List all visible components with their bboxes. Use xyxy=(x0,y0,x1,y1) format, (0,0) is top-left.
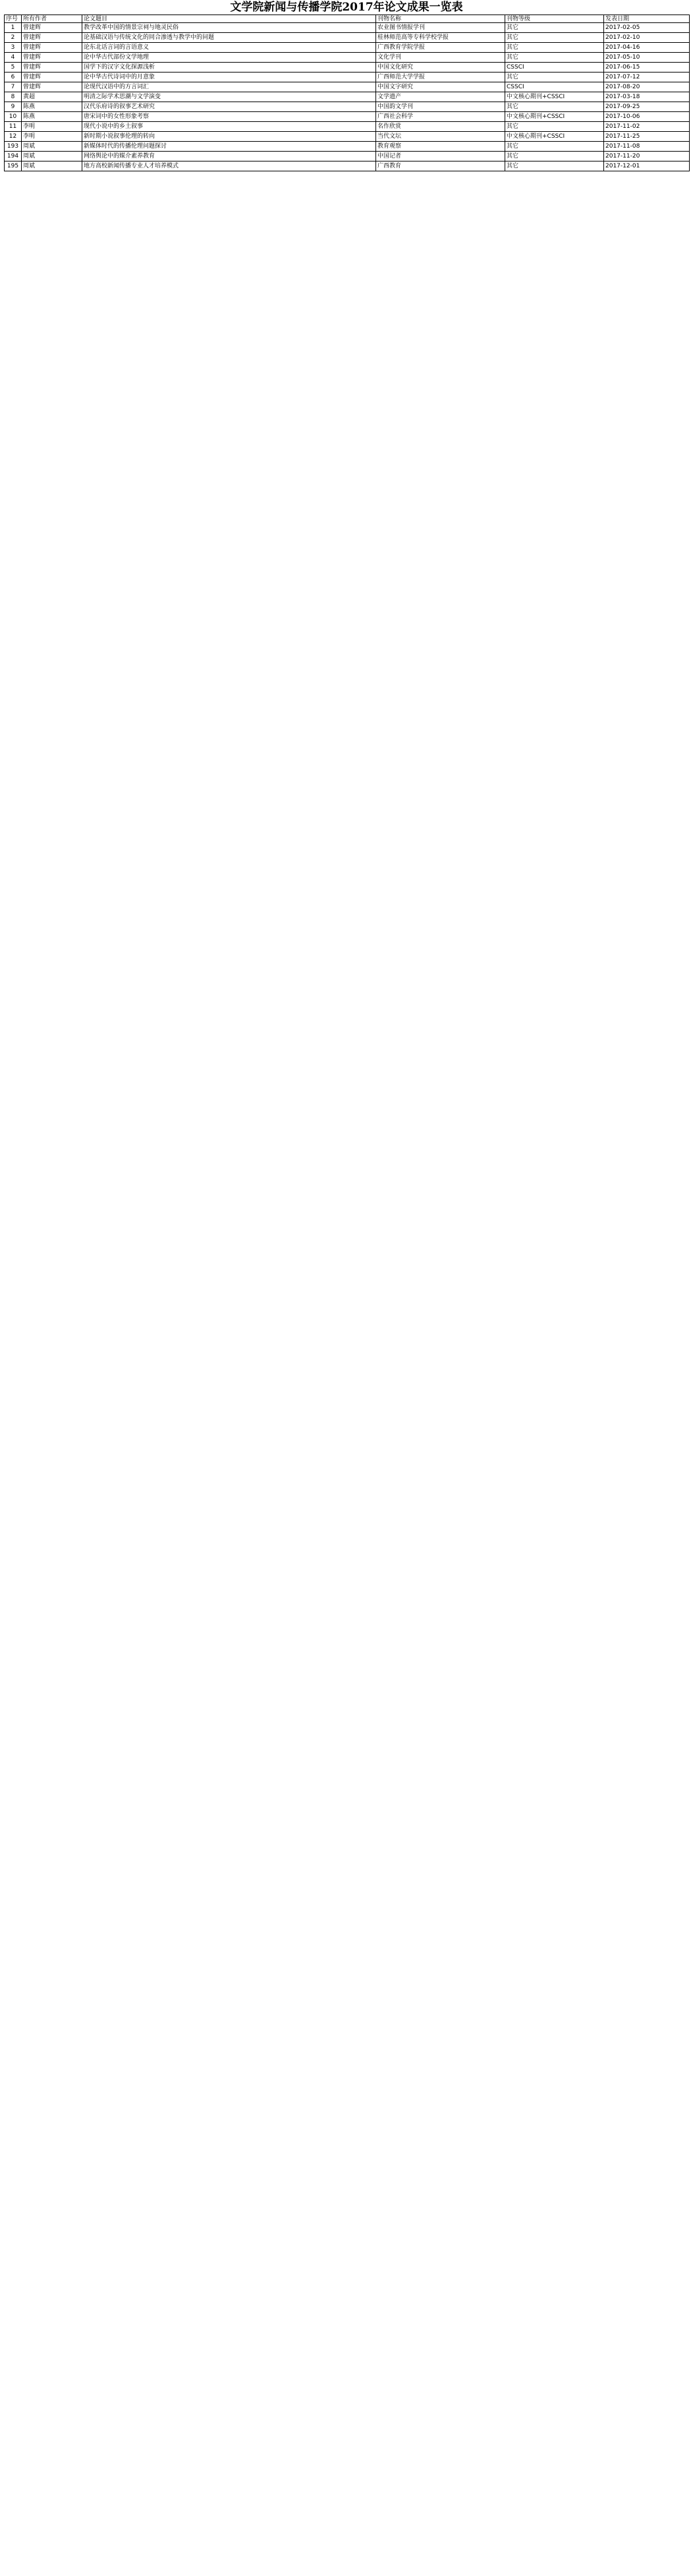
column-header: 论文题目 xyxy=(82,15,376,23)
cell-date: 2017-05-10 xyxy=(604,53,690,63)
cell-serial: 1 xyxy=(5,23,22,33)
cell-level: CSSCI xyxy=(505,82,604,92)
cell-authors: 陈燕 xyxy=(22,112,82,122)
cell-title: 论基础汉语与传统文化的同合渗透与教学中的问题 xyxy=(82,33,376,43)
cell-title: 教学改革中国的情景宗祠与地灵民俗 xyxy=(82,23,376,33)
table-body xyxy=(5,23,690,171)
cell-authors: 曾建辉 xyxy=(22,23,82,33)
cell-level: 其它 xyxy=(505,142,604,152)
table-row xyxy=(5,122,690,132)
cell-authors: 李明 xyxy=(22,122,82,132)
cell-level: 其它 xyxy=(505,102,604,112)
cell-date: 2017-11-08 xyxy=(604,142,690,152)
cell-serial: 11 xyxy=(5,122,22,132)
cell-authors: 曾建辉 xyxy=(22,82,82,92)
cell-level: 其它 xyxy=(505,161,604,171)
cell-authors: 曾建辉 xyxy=(22,33,82,43)
cell-serial: 8 xyxy=(5,92,22,102)
table-row xyxy=(5,73,690,82)
cell-journal: 广西教育学院学报 xyxy=(376,43,505,53)
cell-title: 国学下的汉字文化探源浅析 xyxy=(82,63,376,73)
cell-title: 论中华古代部份文学地理 xyxy=(82,53,376,63)
cell-journal: 广西师范大学学报 xyxy=(376,73,505,82)
cell-title: 论东北话言词的言语意义 xyxy=(82,43,376,53)
cell-level: 其它 xyxy=(505,43,604,53)
cell-authors: 黄超 xyxy=(22,92,82,102)
table-row xyxy=(5,63,690,73)
cell-journal: 文化学刊 xyxy=(376,53,505,63)
table-row xyxy=(5,142,690,152)
cell-date: 2017-02-10 xyxy=(604,33,690,43)
paper-list-table xyxy=(4,15,690,171)
cell-title: 唐宋词中的女性形象考察 xyxy=(82,112,376,122)
cell-authors: 李明 xyxy=(22,132,82,142)
cell-journal: 桂林师范高等专科学校学报 xyxy=(376,33,505,43)
cell-journal: 广西教育 xyxy=(376,161,505,171)
table-row xyxy=(5,92,690,102)
cell-date: 2017-09-25 xyxy=(604,102,690,112)
cell-level: 其它 xyxy=(505,33,604,43)
table-header-row xyxy=(5,15,690,23)
cell-serial: 2 xyxy=(5,33,22,43)
cell-serial: 4 xyxy=(5,53,22,63)
cell-journal: 当代文坛 xyxy=(376,132,505,142)
column-header: 刊物名称 xyxy=(376,15,505,23)
cell-level: 中文核心期刊+CSSCI xyxy=(505,112,604,122)
cell-journal: 广西社会科学 xyxy=(376,112,505,122)
cell-serial: 193 xyxy=(5,142,22,152)
cell-title: 明清之际学术思潮与文学演变 xyxy=(82,92,376,102)
table-row xyxy=(5,53,690,63)
cell-title: 论现代汉语中的方言词汇 xyxy=(82,82,376,92)
cell-serial: 12 xyxy=(5,132,22,142)
cell-journal: 教育观察 xyxy=(376,142,505,152)
table-row xyxy=(5,161,690,171)
cell-date: 2017-03-18 xyxy=(604,92,690,102)
table-row xyxy=(5,82,690,92)
cell-date: 2017-07-12 xyxy=(604,73,690,82)
cell-serial: 7 xyxy=(5,82,22,92)
cell-title: 现代小说中的乡土叙事 xyxy=(82,122,376,132)
cell-level: 其它 xyxy=(505,122,604,132)
cell-date: 2017-08-20 xyxy=(604,82,690,92)
cell-date: 2017-10-06 xyxy=(604,112,690,122)
cell-level: 中文核心期刊+CSSCI xyxy=(505,92,604,102)
cell-journal: 中国记者 xyxy=(376,152,505,161)
cell-date: 2017-06-15 xyxy=(604,63,690,73)
table-row xyxy=(5,152,690,161)
cell-serial: 195 xyxy=(5,161,22,171)
cell-date: 2017-11-02 xyxy=(604,122,690,132)
cell-journal: 中国韵文学刊 xyxy=(376,102,505,112)
cell-title: 地方高校新闻传播专业人才培养模式 xyxy=(82,161,376,171)
cell-level: 其它 xyxy=(505,53,604,63)
cell-journal: 名作欣赏 xyxy=(376,122,505,132)
cell-authors: 周斌 xyxy=(22,142,82,152)
cell-serial: 6 xyxy=(5,73,22,82)
column-header: 序号 xyxy=(5,15,22,23)
cell-authors: 周斌 xyxy=(22,152,82,161)
cell-authors: 陈燕 xyxy=(22,102,82,112)
cell-date: 2017-04-16 xyxy=(604,43,690,53)
cell-journal: 中国文化研究 xyxy=(376,63,505,73)
cell-date: 2017-11-25 xyxy=(604,132,690,142)
document-page xyxy=(4,0,689,171)
cell-title: 网络舆论中的媒介素养教育 xyxy=(82,152,376,161)
cell-journal: 中国文字研究 xyxy=(376,82,505,92)
column-header: 所有作者 xyxy=(22,15,82,23)
cell-journal: 农业图书情报学刊 xyxy=(376,23,505,33)
cell-serial: 10 xyxy=(5,112,22,122)
document-title: 文学院新闻与传播学院2017年论文成果一览表 xyxy=(230,1,463,14)
cell-serial: 5 xyxy=(5,63,22,73)
cell-date: 2017-02-05 xyxy=(604,23,690,33)
cell-level: 其它 xyxy=(505,23,604,33)
cell-authors: 曾建辉 xyxy=(22,73,82,82)
cell-title: 汉代乐府诗的叙事艺术研究 xyxy=(82,102,376,112)
cell-journal: 文学遗产 xyxy=(376,92,505,102)
table-row xyxy=(5,23,690,33)
cell-date: 2017-11-20 xyxy=(604,152,690,161)
cell-authors: 曾建辉 xyxy=(22,53,82,63)
cell-authors: 曾建辉 xyxy=(22,43,82,53)
cell-serial: 9 xyxy=(5,102,22,112)
cell-serial: 3 xyxy=(5,43,22,53)
table-row xyxy=(5,43,690,53)
cell-title: 新媒体时代的传播伦理问题探讨 xyxy=(82,142,376,152)
table-row xyxy=(5,112,690,122)
cell-title: 新时期小说叙事伦理的转向 xyxy=(82,132,376,142)
cell-level: 其它 xyxy=(505,152,604,161)
column-header: 刊物等级 xyxy=(505,15,604,23)
cell-authors: 曾建辉 xyxy=(22,63,82,73)
table-row xyxy=(5,102,690,112)
cell-authors: 周斌 xyxy=(22,161,82,171)
table-row xyxy=(5,132,690,142)
column-header: 发表日期 xyxy=(604,15,690,23)
cell-date: 2017-12-01 xyxy=(604,161,690,171)
cell-serial: 194 xyxy=(5,152,22,161)
cell-title: 论中华古代诗词中的月意象 xyxy=(82,73,376,82)
cell-level: 其它 xyxy=(505,73,604,82)
cell-level: CSSCI xyxy=(505,63,604,73)
table-row xyxy=(5,33,690,43)
cell-level: 中文核心期刊+CSSCI xyxy=(505,132,604,142)
